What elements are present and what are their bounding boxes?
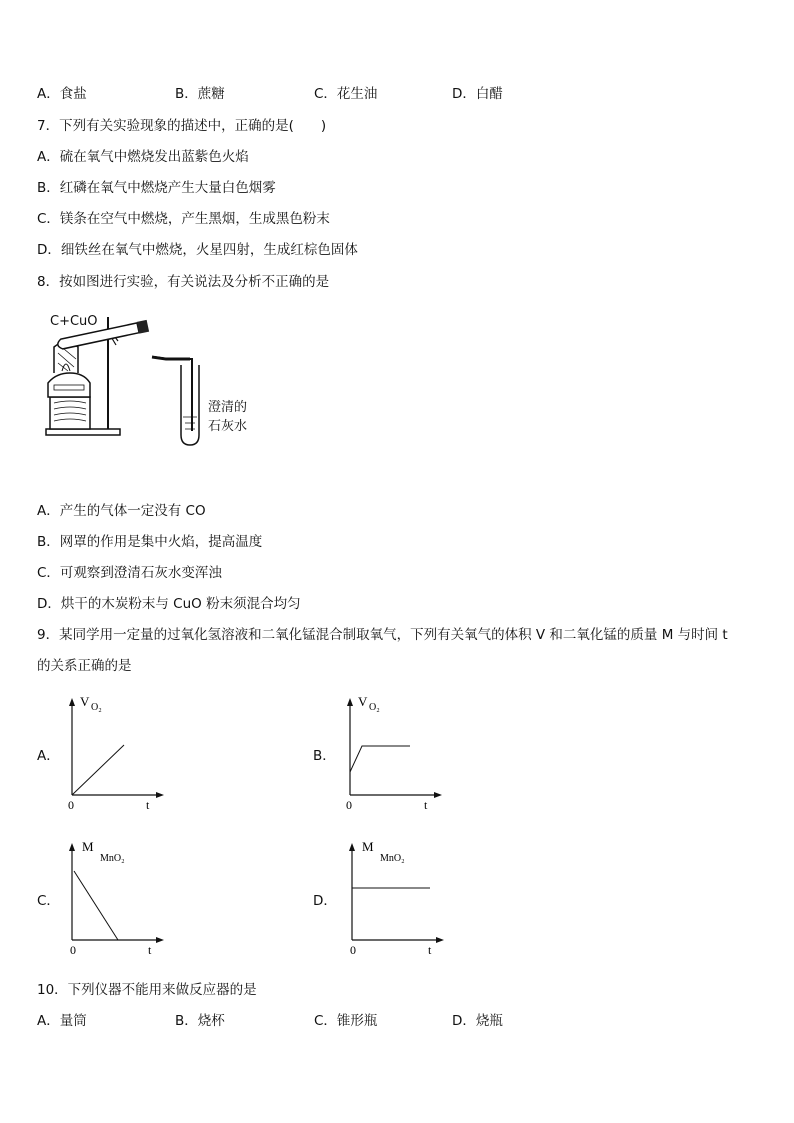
- q7-stem: 7．下列有关实验现象的描述中，正确的是( ): [37, 118, 327, 134]
- q9-graph-a-label[interactable]: A．: [37, 748, 60, 764]
- svg-text:t: t: [428, 943, 432, 957]
- q7-option-c[interactable]: C．镁条在空气中燃烧，产生黑烟，生成黑色粉末: [37, 211, 330, 227]
- q7-option-a[interactable]: A．硫在氧气中燃烧发出蓝紫色火焰: [37, 149, 249, 165]
- reactant-label: C+CuO: [50, 314, 98, 329]
- graph-a-line: [72, 745, 124, 795]
- svg-text:M: M: [362, 839, 374, 854]
- svg-text:V: V: [358, 694, 368, 709]
- svg-text:0: 0: [350, 943, 356, 957]
- svg-text:t: t: [146, 798, 150, 812]
- limewater-label-line1: 澄清的: [208, 400, 248, 415]
- q10-option-a[interactable]: A．量筒: [37, 1013, 87, 1029]
- q7-option-b[interactable]: B．红磷在氧气中燃烧产生大量白色烟雾: [37, 180, 276, 196]
- stand-base: [46, 429, 120, 435]
- svg-text:V: V: [80, 694, 90, 709]
- graph-b-line: [350, 746, 410, 772]
- q6-option-c[interactable]: C．花生油: [314, 86, 378, 102]
- q8-stem: 8．按如图进行实验，有关说法及分析不正确的是: [37, 274, 330, 290]
- svg-text:O₂: O₂: [369, 702, 380, 713]
- q10-option-c[interactable]: C．锥形瓶: [314, 1013, 378, 1029]
- svg-text:O₂: O₂: [91, 702, 102, 713]
- q9-graph-d: [340, 835, 460, 960]
- graph-c-line: [74, 871, 118, 940]
- q6-option-d[interactable]: D．白醋: [452, 86, 503, 102]
- svg-text:0: 0: [346, 798, 352, 812]
- q8-option-b[interactable]: B．网罩的作用是集中火焰，提高温度: [37, 534, 263, 550]
- q9-graph-b-label[interactable]: B．: [313, 748, 336, 764]
- q9-stem-line2: 的关系正确的是: [37, 658, 132, 674]
- svg-text:t: t: [424, 798, 428, 812]
- q9-graph-c: [60, 835, 180, 960]
- limewater-test-tube: [181, 365, 199, 445]
- q9-graph-b: [338, 690, 458, 815]
- q6-option-b[interactable]: B．蔗糖: [175, 86, 225, 102]
- q10-option-d[interactable]: D．烧瓶: [452, 1013, 503, 1029]
- q7-option-d[interactable]: D．细铁丝在氧气中燃烧，火星四射，生成红棕色固体: [37, 242, 358, 258]
- q8-option-c[interactable]: C．可观察到澄清石灰水变浑浊: [37, 565, 222, 581]
- q9-graph-c-label[interactable]: C．: [37, 893, 60, 909]
- q8-option-d[interactable]: D．烘干的木炭粉末与 CuO 粉末须混合均匀: [37, 596, 301, 612]
- q6-option-a[interactable]: A．食盐: [37, 86, 87, 102]
- q10-stem: 10．下列仪器不能用来做反应器的是: [37, 982, 257, 998]
- svg-text:M: M: [82, 839, 94, 854]
- q8-option-a[interactable]: A．产生的气体一定没有 CO: [37, 503, 206, 519]
- q10-option-b[interactable]: B．烧杯: [175, 1013, 225, 1029]
- svg-text:0: 0: [68, 798, 74, 812]
- q9-stem-line1: 9．某同学用一定量的过氧化氢溶液和二氧化锰混合制取氧气，下列有关氧气的体积 V 和二氧化锰的质量 M 与时间 t: [37, 627, 728, 643]
- q9-graph-d-label[interactable]: D．: [313, 893, 337, 909]
- svg-text:0: 0: [70, 943, 76, 957]
- svg-text:MnO₂: MnO₂: [100, 853, 125, 864]
- svg-text:t: t: [148, 943, 152, 957]
- svg-text:MnO₂: MnO₂: [380, 853, 405, 864]
- limewater-label-line2: 石灰水: [208, 419, 248, 434]
- q8-apparatus-figure: [40, 305, 270, 450]
- q9-graph-a: [60, 690, 180, 815]
